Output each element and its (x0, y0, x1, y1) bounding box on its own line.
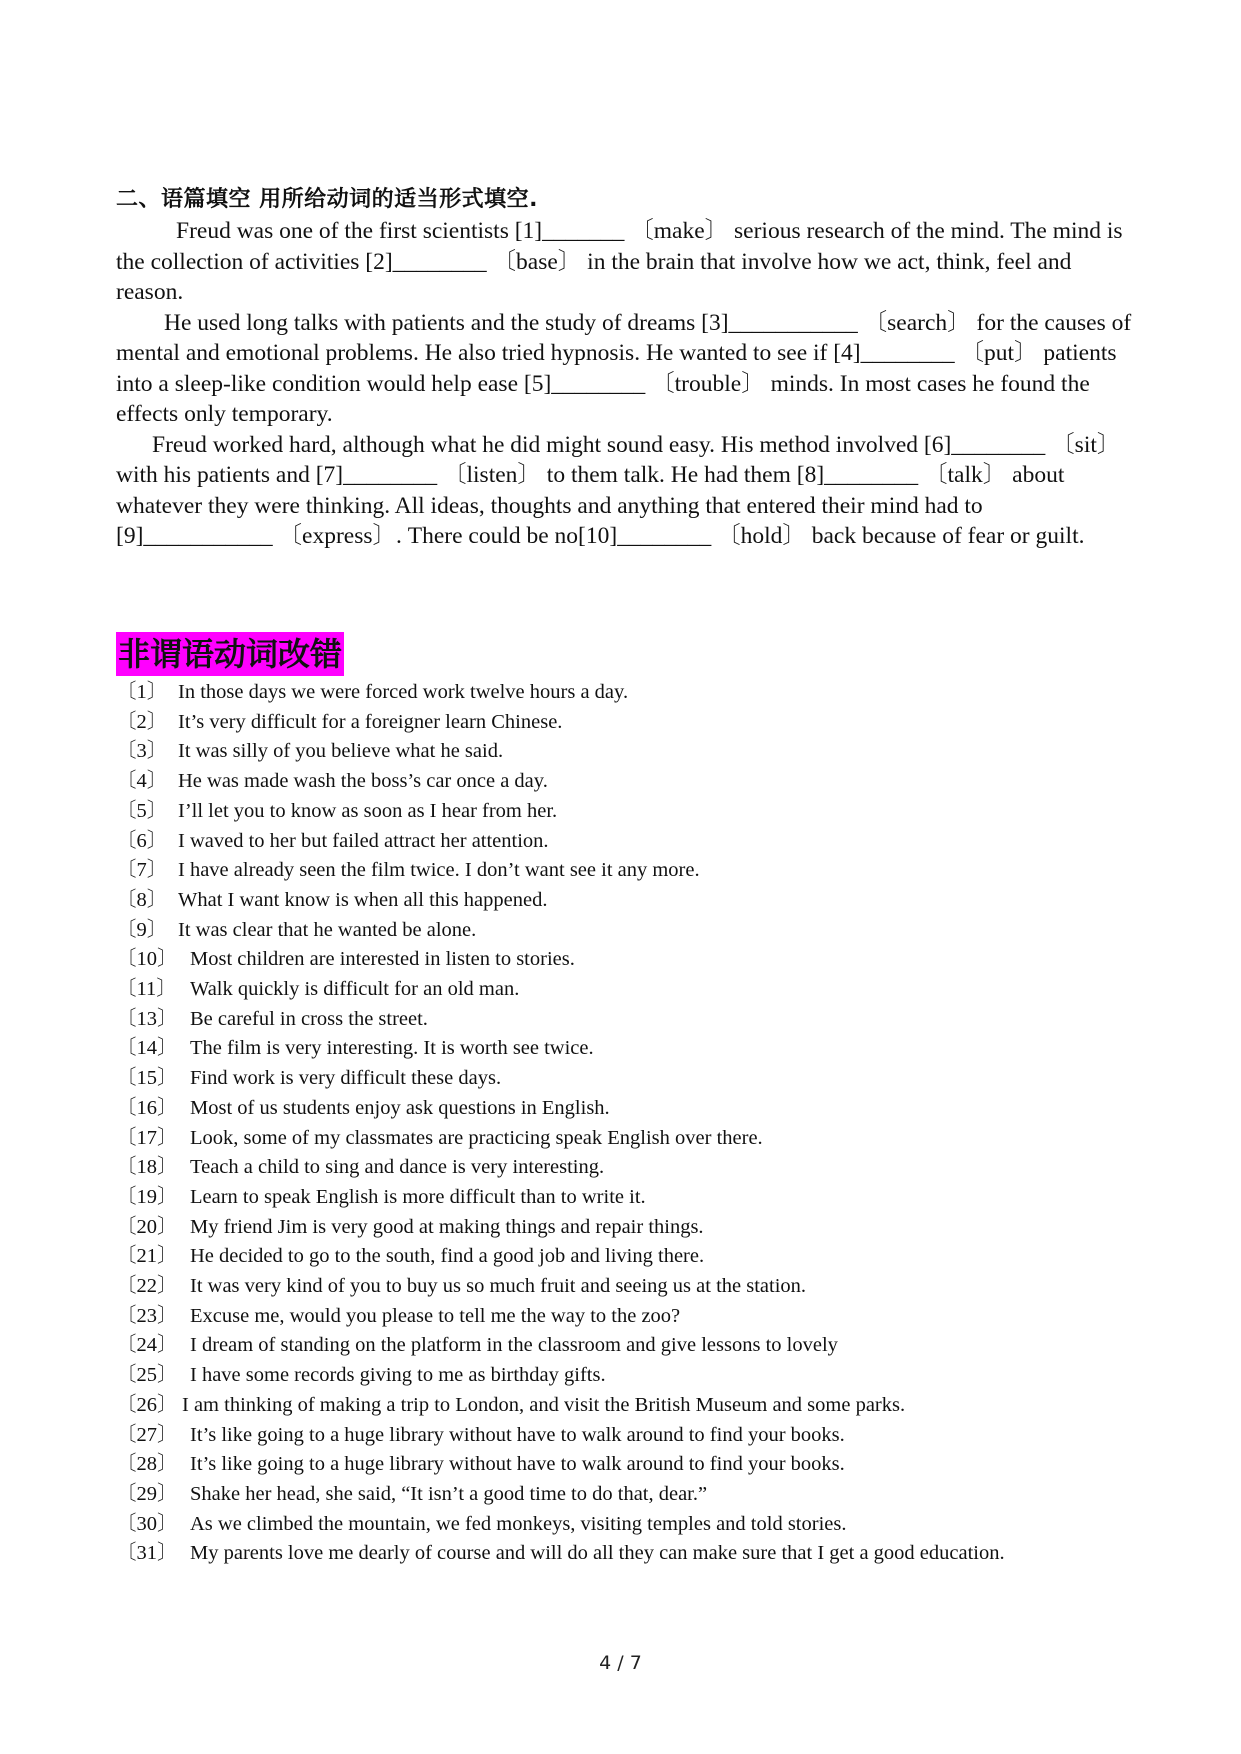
item-text: I’ll let you to know as soon as I hear from her. (178, 799, 558, 822)
item-number: 〔24〕 (116, 1334, 178, 1357)
item-number: 〔3〕 (116, 740, 168, 763)
item-text: I am thinking of making a trip to London, and visit the British Museum and some parks. (182, 1393, 906, 1416)
list-item (116, 827, 1146, 857)
item-number: 〔11〕 (116, 978, 177, 1001)
list-item (116, 708, 1146, 738)
item-text: My parents love me dearly of course and will do all they can make sure that I get a good education. (190, 1542, 1005, 1565)
list-item (116, 1539, 1146, 1569)
item-number: 〔15〕 (116, 1067, 178, 1090)
item-number: 〔21〕 (116, 1245, 178, 1268)
page-number: 4 / 7 (599, 1652, 642, 1674)
list-item (116, 1153, 1146, 1183)
list-item (116, 1272, 1146, 1302)
list-item (116, 1034, 1146, 1064)
list-item (116, 1242, 1146, 1272)
list-item (116, 1183, 1146, 1213)
item-text: In those days we were forced work twelve hours a day. (178, 681, 629, 703)
error-correction-list (116, 678, 1146, 1569)
item-text: I have some records giving to me as birthday gifts. (190, 1364, 606, 1387)
list-item (116, 1213, 1146, 1243)
list-item (116, 678, 1146, 708)
list-item (116, 1421, 1146, 1451)
item-text: Most of us students enjoy ask questions in English. (190, 1096, 610, 1119)
item-number: 〔7〕 (116, 859, 168, 882)
section-heading-cloze: 二、语篇填空 用所给动词的适当形式填空. (116, 187, 539, 212)
item-text: It’s very difficult for a foreigner learn Chinese. (178, 710, 563, 733)
item-number: 〔23〕 (116, 1304, 178, 1327)
item-number: 〔16〕 (116, 1096, 178, 1119)
item-number: 〔1〕 (116, 681, 168, 703)
item-text: It was very kind of you to buy us so much fruit and seeing us at the station. (190, 1275, 807, 1298)
item-number: 〔17〕 (116, 1126, 178, 1149)
list-item (116, 916, 1146, 946)
item-text: I dream of standing on the platform in the classroom and give lessons to lovely (190, 1334, 838, 1357)
item-text: The film is very interesting. It is worth see twice. (190, 1037, 594, 1060)
item-text: My friend Jim is very good at making things and repair things. (190, 1215, 704, 1238)
item-number: 〔14〕 (116, 1037, 178, 1060)
item-number: 〔8〕 (116, 888, 168, 911)
item-text: Look, some of my classmates are practicing speak English over there. (190, 1126, 763, 1149)
list-item (116, 1361, 1146, 1391)
passage-paragraph-2: He used long talks with patients and the study of dreams [3]___________ 〔search〕 for the causes of mental and emotional problems. He also tried hypnosis. He wanted to see if [4]________ 〔put〕 patients into a sleep-like condition would help ease [5]________ 〔trouble〕 minds. In most cases he found the effects only temporary. (116, 309, 1132, 427)
list-item (116, 1302, 1146, 1332)
section-title-error-correction: 非谓语动词改错 (116, 632, 344, 676)
list-item (116, 1450, 1146, 1480)
list-item (116, 1510, 1146, 1540)
list-item (116, 797, 1146, 827)
item-number: 〔28〕 (116, 1453, 178, 1476)
item-number: 〔22〕 (116, 1275, 178, 1298)
list-item (116, 856, 1146, 886)
item-text: Find work is very difficult these days. (190, 1067, 502, 1090)
list-item (116, 1480, 1146, 1510)
item-text: It was silly of you believe what he said. (178, 740, 504, 763)
passage-paragraph-1: Freud was one of the first scientists [1]_______ 〔make〕 serious research of the mind. The mind is the collection of activities [2]________ 〔base〕 in the brain that involve how we act, think, feel and reason. (116, 218, 1123, 305)
item-number: 〔26〕 (116, 1393, 178, 1416)
cloze-passage (116, 216, 1136, 552)
item-text: It’s like going to a huge library without have to walk around to find your books. (190, 1423, 845, 1446)
list-item (116, 1064, 1146, 1094)
list-item (116, 886, 1146, 916)
list-item (116, 975, 1146, 1005)
item-number: 〔19〕 (116, 1185, 178, 1208)
item-number: 〔29〕 (116, 1482, 178, 1505)
item-number: 〔18〕 (116, 1156, 178, 1179)
item-number: 〔27〕 (116, 1423, 178, 1446)
item-number: 〔13〕 (116, 1007, 178, 1030)
item-text: Teach a child to sing and dance is very interesting. (190, 1156, 605, 1179)
list-item (116, 737, 1146, 767)
item-number: 〔2〕 (116, 710, 168, 733)
item-number: 〔30〕 (116, 1512, 178, 1535)
list-item (116, 1391, 1146, 1421)
item-number: 〔25〕 (116, 1364, 178, 1387)
item-text: Be careful in cross the street. (190, 1007, 428, 1030)
item-text: It was clear that he wanted be alone. (178, 918, 477, 941)
list-item (116, 1124, 1146, 1154)
item-number: 〔9〕 (116, 918, 168, 941)
item-text: I have already seen the film twice. I don’t want see it any more. (178, 859, 700, 882)
item-text: Excuse me, would you please to tell me the way to the zoo? (190, 1304, 681, 1327)
item-text: He was made wash the boss’s car once a day. (178, 770, 548, 793)
item-number: 〔5〕 (116, 799, 168, 822)
item-number: 〔31〕 (116, 1542, 178, 1565)
list-item (116, 1331, 1146, 1361)
item-text: He decided to go to the south, find a good job and living there. (190, 1245, 705, 1268)
item-text: It’s like going to a huge library without have to walk around to find your books. (190, 1453, 845, 1476)
passage-paragraph-3: Freud worked hard, although what he did might sound easy. His method involved [6]________ 〔sit〕 with his patients and [7]________ 〔listen〕 to them talk. He had them [8]________ 〔talk〕 about whatever they were thinking. All ideas, thoughts and anything that entered their mind had to [9]___________ 〔express〕. There could be no[10]________ 〔hold〕 back because of fear or guilt. (116, 431, 1121, 549)
item-text: I waved to her but failed attract her attention. (178, 829, 549, 852)
item-number: 〔10〕 (116, 948, 178, 971)
list-item (116, 1005, 1146, 1035)
list-item (116, 1094, 1146, 1124)
item-text: Shake her head, she said, “It isn’t a good time to do that, dear.” (190, 1482, 708, 1505)
list-item (116, 767, 1146, 797)
item-number: 〔6〕 (116, 829, 168, 852)
item-text: As we climbed the mountain, we fed monkeys, visiting temples and told stories. (190, 1512, 847, 1535)
item-text: Walk quickly is difficult for an old man. (190, 978, 520, 1001)
item-text: Learn to speak English is more difficult than to write it. (190, 1185, 646, 1208)
list-item (116, 945, 1146, 975)
item-text: What I want know is when all this happened. (178, 888, 548, 911)
item-number: 〔4〕 (116, 770, 168, 793)
item-number: 〔20〕 (116, 1215, 178, 1238)
item-text: Most children are interested in listen to stories. (190, 948, 575, 971)
